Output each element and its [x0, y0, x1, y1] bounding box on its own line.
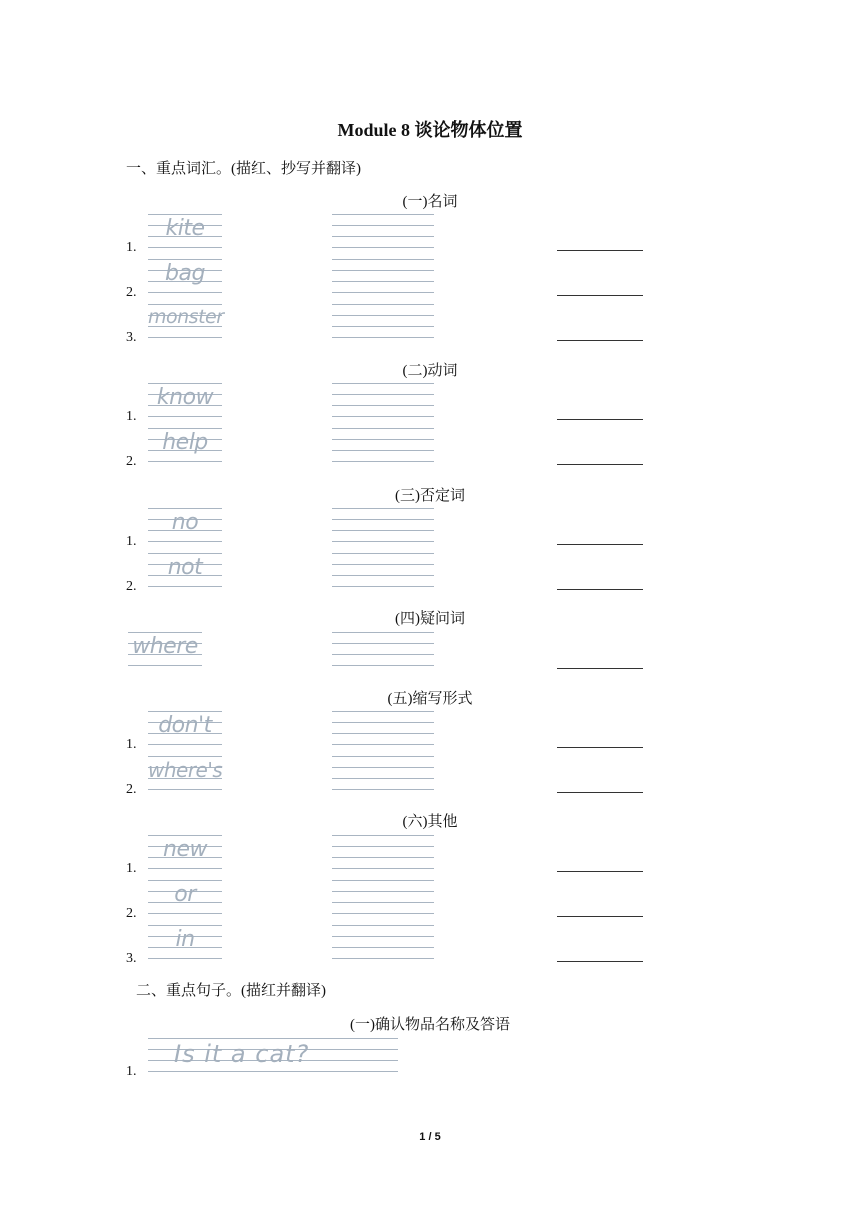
trace-sentence: Is it a cat?	[174, 1040, 310, 1068]
group-verbs-heading: (二)动词	[402, 363, 458, 379]
translation-blank[interactable]	[557, 295, 643, 296]
trace-word: where's	[148, 758, 223, 782]
section-1-heading: 一、重点词汇。(描红、抄写并翻译)	[126, 161, 361, 177]
item-number: 1.	[126, 534, 137, 549]
group-confirm-names-heading: (一)确认物品名称及答语	[350, 1017, 510, 1033]
copy-lines[interactable]	[332, 833, 434, 879]
vocab-item-or	[0, 878, 860, 924]
trace-word: in	[175, 927, 195, 952]
item-number: 2.	[126, 285, 137, 300]
trace-word: don't	[158, 713, 212, 738]
trace-box	[128, 630, 202, 676]
page-title: Module 8 谈论物体位置	[337, 120, 523, 140]
translation-blank[interactable]	[557, 747, 643, 748]
trace-box	[148, 506, 222, 552]
copy-lines[interactable]	[332, 878, 434, 924]
item-number: 2.	[126, 454, 137, 469]
vocab-item-in	[0, 923, 860, 969]
vocab-item-kite	[0, 212, 860, 258]
copy-lines[interactable]	[332, 257, 434, 303]
copy-lines[interactable]	[332, 302, 434, 348]
vocab-item-no	[0, 506, 860, 552]
item-number: 2.	[126, 906, 137, 921]
sentence-item-1	[0, 1036, 860, 1082]
copy-lines[interactable]	[332, 381, 434, 427]
translation-blank[interactable]	[557, 464, 643, 465]
page-number: 1 / 5	[419, 1131, 441, 1143]
translation-blank[interactable]	[557, 250, 643, 251]
trace-box	[148, 923, 222, 969]
trace-word: know	[156, 385, 214, 410]
vocab-item-wheres	[0, 754, 860, 800]
item-number: 1.	[126, 409, 137, 424]
copy-lines[interactable]	[332, 551, 434, 597]
item-number: 2.	[126, 782, 137, 797]
translation-blank[interactable]	[557, 916, 643, 917]
copy-lines[interactable]	[332, 630, 434, 676]
group-negatives-heading: (三)否定词	[395, 488, 465, 504]
group-contractions-heading: (五)缩写形式	[387, 691, 473, 707]
trace-word: bag	[165, 261, 205, 286]
trace-box	[148, 212, 222, 258]
trace-word: monster	[148, 306, 224, 328]
trace-word: not	[167, 555, 203, 580]
translation-blank[interactable]	[557, 961, 643, 962]
translation-blank[interactable]	[557, 419, 643, 420]
copy-lines[interactable]	[332, 426, 434, 472]
trace-word: kite	[165, 216, 205, 241]
trace-box	[148, 833, 222, 879]
translation-blank[interactable]	[557, 871, 643, 872]
trace-box	[148, 754, 222, 800]
group-others-heading: (六)其他	[402, 814, 458, 830]
item-number: 1.	[126, 240, 137, 255]
item-number: 1.	[126, 1064, 137, 1079]
trace-box	[148, 257, 222, 303]
trace-word: where	[132, 634, 198, 659]
trace-box	[148, 551, 222, 597]
sentence-trace-box	[148, 1036, 398, 1082]
vocab-item-where	[0, 630, 860, 676]
translation-blank[interactable]	[557, 544, 643, 545]
vocab-item-monster	[0, 302, 860, 348]
group-question-words-heading: (四)疑问词	[395, 611, 465, 627]
vocab-item-know	[0, 381, 860, 427]
item-number: 2.	[126, 579, 137, 594]
trace-box	[148, 878, 222, 924]
copy-lines[interactable]	[332, 754, 434, 800]
trace-box	[148, 381, 222, 427]
translation-blank[interactable]	[557, 792, 643, 793]
trace-word: no	[171, 510, 199, 535]
translation-blank[interactable]	[557, 340, 643, 341]
trace-box	[148, 709, 222, 755]
copy-lines[interactable]	[332, 709, 434, 755]
translation-blank[interactable]	[557, 589, 643, 590]
trace-word: or	[174, 882, 196, 907]
item-number: 3.	[126, 951, 137, 966]
trace-word: help	[162, 430, 208, 455]
group-nouns-heading: (一)名词	[402, 194, 458, 210]
translation-blank[interactable]	[557, 668, 643, 669]
trace-box	[148, 426, 222, 472]
item-number: 3.	[126, 330, 137, 345]
trace-box	[148, 302, 222, 348]
copy-lines[interactable]	[332, 506, 434, 552]
item-number: 1.	[126, 861, 137, 876]
trace-word: new	[163, 837, 207, 862]
vocab-item-new	[0, 833, 860, 879]
vocab-item-not	[0, 551, 860, 597]
vocab-item-dont	[0, 709, 860, 755]
copy-lines[interactable]	[332, 923, 434, 969]
section-2-heading: 二、重点句子。(描红并翻译)	[136, 983, 326, 999]
vocab-item-help	[0, 426, 860, 472]
copy-lines[interactable]	[332, 212, 434, 258]
vocab-item-bag	[0, 257, 860, 303]
item-number: 1.	[126, 737, 137, 752]
